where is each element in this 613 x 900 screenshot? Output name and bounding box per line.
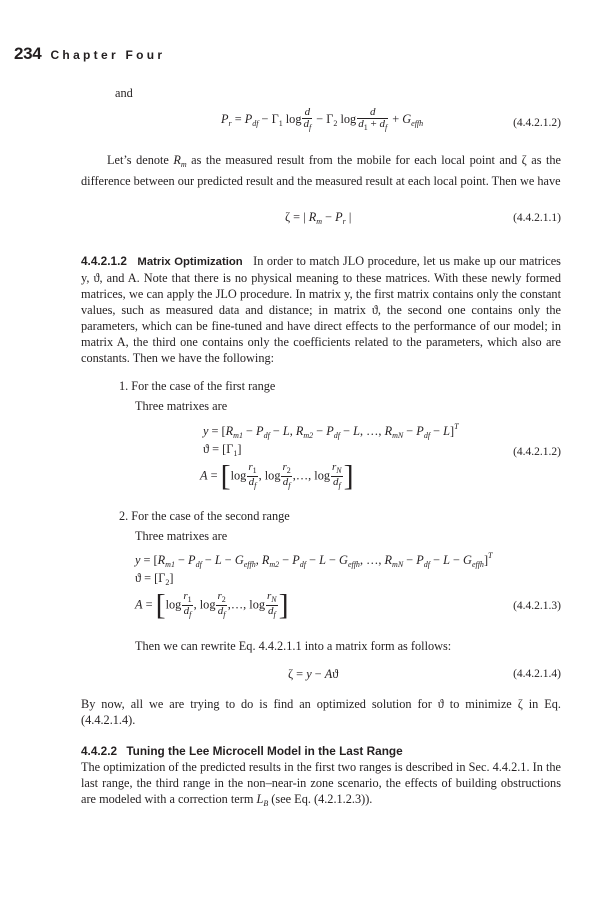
- equation-y2: $y = [R_{m1} - P_{df} - L - G_{effh}$, $R_{m2} - P_{df} - L - G_{effh}$, …, $R_{mN} - P_{df} - L - G_{effh}]^T$: [135, 551, 493, 569]
- denote-text-a: Let’s denote: [107, 153, 174, 167]
- equation-number: (4.4.2.1.1): [513, 212, 561, 224]
- section-body: The optimization of the predicted results in the first two ranges is described in Sec. 4.4.2.1. In the last range, the third range in the non–near-in zone scenario, the effects of building obstructions are modeled with a correction term: [81, 760, 561, 806]
- equation-a1: A = [log $\frac{r_1}{d_f}$ , log $\frac{r_2}{d_f}$ ,…, log $\frac{r_N}{d_f}$ ]: [200, 459, 354, 493]
- page-number: 234: [14, 44, 42, 63]
- section-4422-body: The optimization of the predicted results in the first two ranges is described in Sec. 4.4.2.1. In the last range, the third range in the non–near-in zone scenario, the effects of building obstructions are modeled with a correction term $L_B$ (see Eq. (4.2.1.2.3)).: [81, 760, 561, 808]
- equation-a2: A = [log $\frac{r_1}{d_f}$ , log $\frac{r_2}{d_f}$ ,…, log $\frac{r_N}{d_f}$ ]: [135, 588, 289, 622]
- running-header: [14, 44, 165, 64]
- case1-intro: Three matrixes are: [135, 399, 228, 413]
- chapter-title: Chapter Four: [50, 48, 166, 62]
- equation-matrix-form: ζ = y − Aϑ: [288, 667, 339, 681]
- section-title: Tuning the Lee Microcell Model in the Last Range: [126, 744, 403, 758]
- section-matrix-optimization: [81, 253, 561, 366]
- equation-y1: $y = [R_{m1} - P_{df} - L$, $R_{m2} - P_{df} - L$, …, $R_{mN} - P_{df} - L]^T$: [203, 422, 459, 440]
- case2-label: 2. For the case of the second range: [119, 509, 290, 523]
- denote-text-b: as the measured result from the mobile for each local point and ζ as the difference between our predicted result and the measured result at each local point. Then we have: [81, 153, 561, 188]
- equation-number: (4.4.2.1.2): [513, 117, 561, 129]
- equation-pr: $P_r = P_{df} - \Gamma_1$ log $\frac{d}{d_f}$ − $\Gamma_2$ log $\frac{d}{d_1 + d_f}$ + $G_{effh}$: [221, 106, 424, 132]
- paragraph-denote: Let’s denote $R_m$ as the measured result from the mobile for each local point and ζ as the difference between our predicted result and the measured result at each local point. Then we have: [81, 153, 561, 188]
- case2-intro: Three matrixes are: [135, 529, 228, 543]
- section-number: 4.4.2.1.2: [81, 254, 127, 268]
- equation-zeta: ζ = | $R_m - P_r$ |: [285, 210, 352, 226]
- section-heading-4422: [81, 743, 561, 759]
- equation-number: (4.4.2.1.3): [513, 600, 561, 612]
- section-number: 4.4.2.2: [81, 744, 118, 758]
- rewrite-text: Then we can rewrite Eq. 4.4.2.1.1 into a matrix form as follows:: [135, 639, 452, 653]
- case1-label: 1. For the case of the first range: [119, 379, 276, 393]
- equation-number: (4.4.2.1.2): [513, 446, 561, 458]
- section-body: In order to match JLO procedure, let us make up our matrices y, ϑ, and A. Note that there is no physical meaning to these matrices. With these newly formed matrices, we can apply the JLO procedure. In matrix y, the first matrix contains only the constant values, such as measured data and distance; in matrix ϑ, the second one contains only the parameters, which can be fine-tuned and have direct effects to the performance of our model; in matrix A, the third one contains only the coefficients related to the parameters, which also are constants. Then we have the following:: [81, 254, 561, 365]
- paragraph-and: and: [115, 86, 133, 100]
- section-body-end: (see Eq. (4.2.1.2.3)).: [268, 792, 373, 806]
- section-title: Matrix Optimization: [137, 256, 243, 268]
- equation-theta1: $ϑ = [\Gamma_1]$: [203, 442, 242, 458]
- paragraph-by-now: By now, all we are trying to do is find an optimized solution for ϑ to minimize ζ in Eq. (4.4.2.1.4).: [81, 697, 561, 727]
- equation-theta2: $ϑ = [\Gamma_2]$: [135, 571, 174, 587]
- equation-number: (4.4.2.1.4): [513, 668, 561, 680]
